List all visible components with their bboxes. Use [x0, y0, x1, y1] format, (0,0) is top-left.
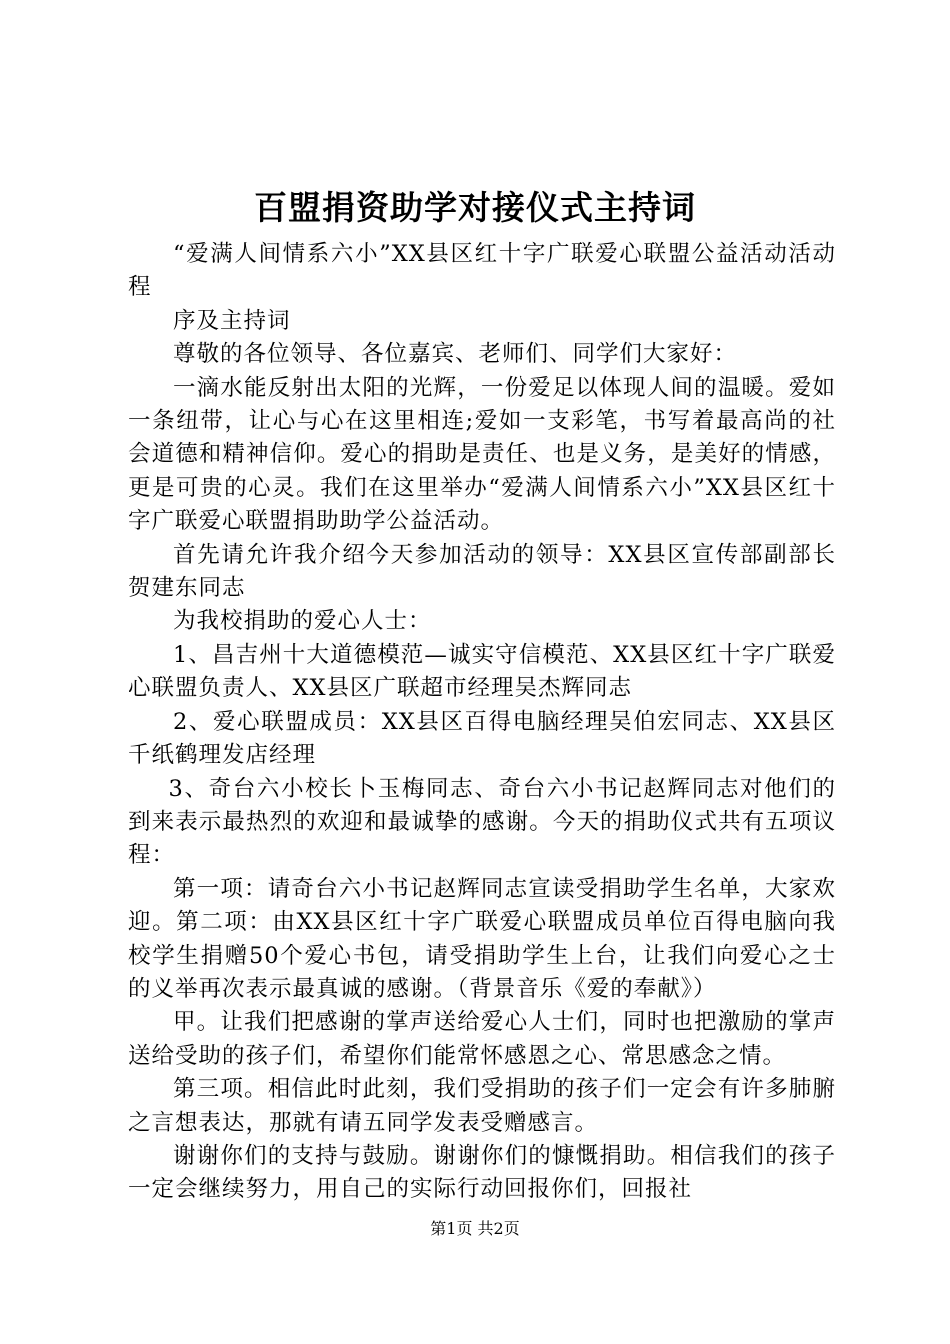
paragraph-donor-3: 3、奇台六小校长卜玉梅同志、奇台六小书记赵辉同志对他们的到来表示最热烈的欢迎和最诚挚的感谢。今天的捐助仪式共有五项议程：: [128, 775, 836, 869]
paragraph-donors-heading: 为我校捐助的爱心人士：: [173, 608, 432, 635]
page-number-footer: 第1页 共2页: [430, 1219, 520, 1238]
paragraph-opening: 一滴水能反射出太阳的光辉，一份爱足以体现人间的温暖。爱如一条纽带，让心与心在这里相连;爱如一支彩笔，书写着最高尚的社会道德和精神信仰。爱心的捐助是责任、也是义务，是美好的情感，更是可贵的心灵。我们在这里举办“爱满人间情系六小”XX县区红十字广联爱心联盟捐助助学公益活动。: [128, 374, 836, 535]
paragraph-activity-name: “爱满人间情系六小”XX县区红十字广联爱心联盟公益活动活动程: [128, 241, 836, 301]
paragraph-donor-1: 1、昌吉州十大道德模范—诚实守信模范、XX县区红十字广联爱心联盟负责人、XX县区广联超市经理吴杰辉同志: [128, 641, 836, 702]
paragraph-donor-2: 2、爱心联盟成员：XX县区百得电脑经理吴伯宏同志、XX县区千纸鹤理发店经理: [128, 708, 836, 769]
paragraph-greeting: 尊敬的各位领导、各位嘉宾、老师们、同学们大家好：: [173, 341, 738, 368]
document-title: 百盟捐资助学对接仪式主持词: [254, 188, 696, 227]
paragraph-introduce-leaders: 首先请允许我介绍今天参加活动的领导：XX县区宣传部副部长贺建东同志: [128, 541, 836, 602]
paragraph-thanks: 谢谢你们的支持与鼓励。谢谢你们的慷慨捐助。相信我们的孩子一定会继续努力，用自己的实际行动回报你们，回报社: [128, 1142, 836, 1203]
paragraph-program-heading: 序及主持词: [173, 307, 291, 334]
paragraph-agenda-1-2: 第一项：请奇台六小书记赵辉同志宣读受捐助学生名单，大家欢迎。第二项：由XX县区红十字广联爱心联盟成员单位百得电脑向我校学生捐赠50个爱心书包，请受捐助学生上台，让我们向爱心之士的义举再次表示最真诚的感谢。（背景音乐《爱的奉献》）: [128, 875, 836, 1002]
paragraph-applause: 甲。让我们把感谢的掌声送给爱心人士们，同时也把激励的掌声送给受助的孩子们，希望你们能常怀感恩之心、常思感念之情。: [128, 1009, 836, 1069]
paragraph-agenda-3: 第三项。相信此时此刻，我们受捐助的孩子们一定会有许多肺腑之言想表达，那就有请五同学发表受赠感言。: [128, 1076, 836, 1136]
document-body: [128, 238, 836, 1207]
